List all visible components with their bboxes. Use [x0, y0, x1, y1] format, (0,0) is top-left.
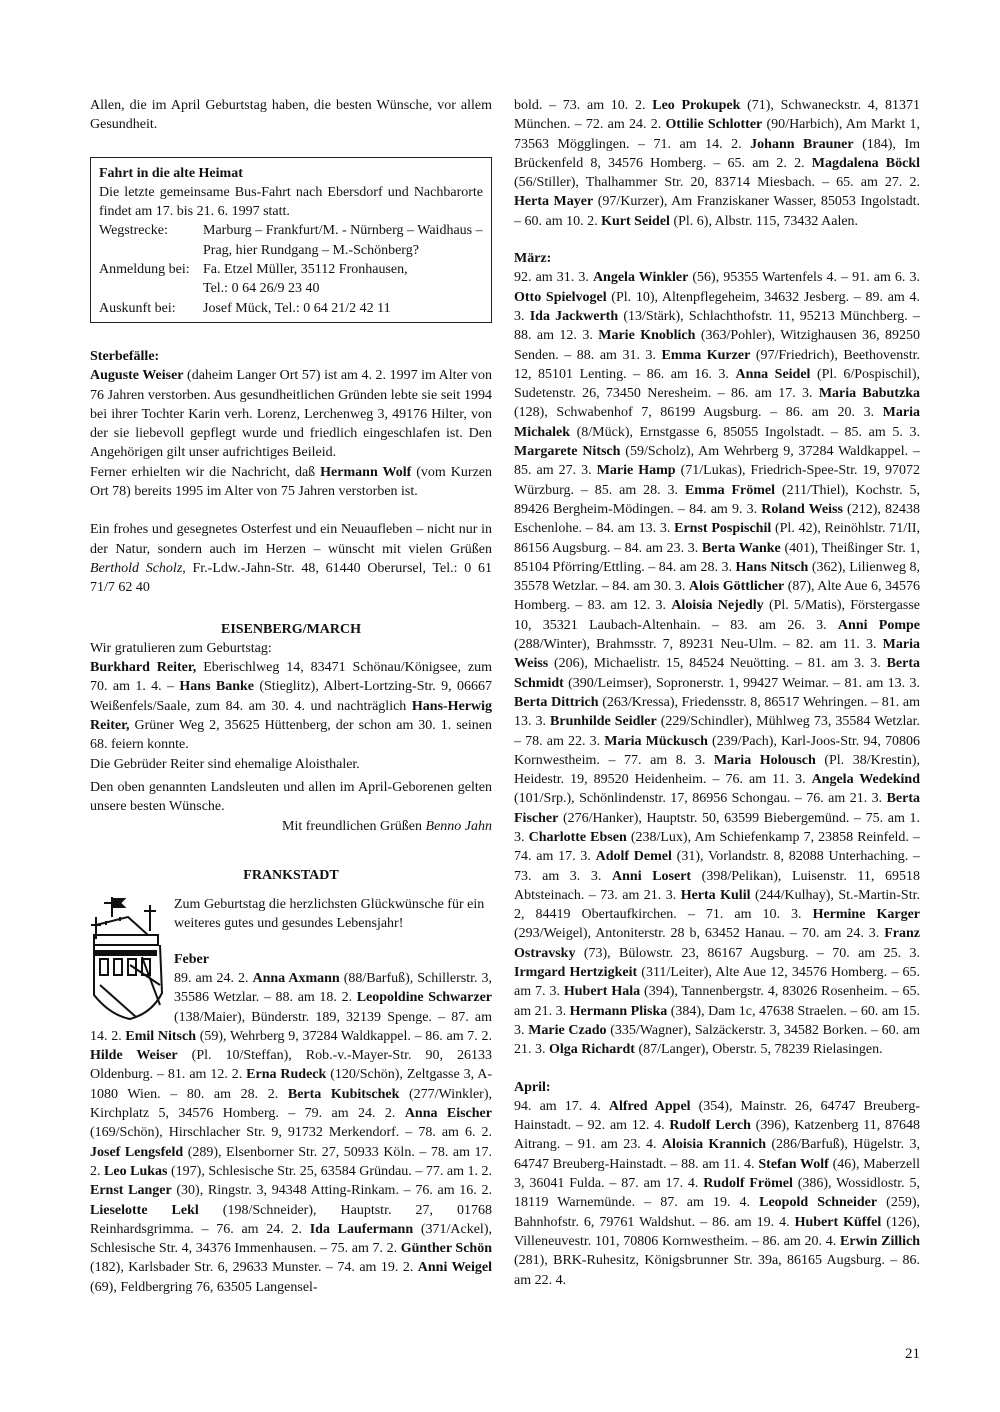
person-name: Hans-Herwig Reiter, [90, 698, 492, 734]
person-name: Hans Nitsch [735, 559, 809, 575]
person-name: Leo Prokupek [652, 98, 741, 113]
route-row [99, 221, 483, 260]
person-name: Charlotte Ebsen [528, 829, 627, 845]
person-name: Roland Weiss [761, 501, 843, 517]
person-name: Lieselotte Lekl [90, 1202, 199, 1218]
person-name: Hubert Hala [563, 984, 641, 1000]
person-name: Angela Wedekind [811, 772, 920, 788]
person-name: Otto Spielvogel [514, 289, 607, 305]
person-name: Alois Göttlicher [688, 579, 785, 595]
person-name: Emma Frömel [684, 482, 776, 498]
person-name: Anna Seidel [735, 366, 811, 382]
person-name: Irmgard Hertzigkeit [514, 965, 638, 981]
person-name: Aloisia Nejedly [671, 598, 764, 614]
easter-greeting [90, 520, 492, 597]
person-name: Marie Czado [528, 1022, 607, 1038]
closing-name: Benno Jahn [425, 818, 492, 834]
person-name: Berta Kubitschek [287, 1086, 400, 1102]
registration-phone: Tel.: 0 64 26/9 23 40 [203, 281, 320, 297]
person-name: Angela Winkler [592, 270, 689, 286]
person-name: Emma Kurzer [661, 347, 751, 363]
death-notice-2 [90, 463, 492, 502]
feber-birthday-list: 89. am 24. 2. Anna Axmann (88/Barfuß), Schillerstr. 3, 35586 Wetzlar. – 88. am 18. 2. Leopoldine Schwarzer (138/Maier), Bünderstr. 189, 32139 Spenge. – 87. am 14. 2. Emil Nitsch (59), Wehrberg 9, 37284 Waldkappel. – 86. am 7. 2. Hilde Weiser (Pl. 10/Steffan), Rob.-v.-Mayer-Str. 90, 26133 Oldenburg. – 81. am 12. 2. Erna Rudeck (120/Schön), Zeltgasse 3, A-1080 Wien. – 80. am 28. 2. Berta Kubitschek (277/Winkler), Kirchplatz 5, 34576 Homberg. – 79. am 24. 2. Anna Eischer (169/Schön), Hirschlacher Str. 9, 91732 Merkendorf. – 78. am 6. 2. Josef Lengsfeld (289), Elsenborner Str. 27, 50933 Köln. – 78. am 17. 2. Leo Lukas (197), Schlesische Str. 25, 63584 Gründau. – 77. am 1. 2. Ernst Langer (30), Ringstr. 3, 94348 Atting-Rinkam. – 76. am 16. 2. Lieselotte Lekl (198/Schneider), Hauptstr. 27, 01768 Reinhardsgrimma. – 76. am 24. 2. Ida Laufermann (371/Ackel), Schlesische Str. 4, 34376 Immenhausen. – 75. am 7. 2. Günther Schön (182), Karlsbader Str. 6, 29633 Munster. – 74. am 19. 2. Anni Weigel (69), Feldbergring 76, 63505 Langensel- [90, 970, 493, 1295]
person-name: Anna Eischer [404, 1106, 492, 1122]
person-name: Berta Dittrich [514, 694, 599, 710]
person-name: Berta Schmidt [514, 656, 920, 691]
frankstadt-heading: FRANKSTADT [243, 867, 339, 883]
person-name: Ernst Pospischil [674, 521, 772, 537]
frankstadt-wish: Zum Geburtstag die herzlichsten Glückwünsche für ein weiteres gutes und gesundes Lebensjahr! [174, 897, 485, 932]
person-name: Maria Michalek [514, 405, 920, 440]
person-name: Emil Nitsch [125, 1028, 196, 1044]
person-name: Alfred Appel [608, 1098, 691, 1114]
closing-text: Mit freundlichen Grüßen [282, 818, 426, 834]
person-name: Ottilie Schlotter [665, 117, 763, 133]
person-name: Maria Mückusch [604, 733, 708, 749]
person-name: Brunhilde Seidler [550, 714, 657, 730]
person-name: Magdalena Böckl [811, 155, 920, 171]
person-name: Hermine Karger [812, 907, 920, 923]
left-column [90, 96, 492, 1297]
registration-address: Fa. Etzel Müller, 35112 Fronhausen, [203, 262, 408, 278]
person-text: Eberischlweg 14, 83471 Schönau/Königsee, zum 70. am 1. 4. – [90, 660, 492, 695]
person-name: Maria Babutzka [818, 386, 921, 402]
info-label: Auskunft bei: [99, 300, 176, 316]
person-name: Franz Ostravsky [514, 926, 920, 961]
deaths-heading: Sterbefälle: [90, 348, 160, 364]
eisenberg-intro: Wir gratulieren zum Geburtstag: [90, 640, 272, 656]
march-birthday-list: 92. am 31. 3. Angela Winkler (56), 95355 Wartenfels 4. – 91. am 6. 3. Otto Spielvogel (Pl. 10), Altenpflegeheim, 34632 Jesberg. – 89. am 4. 3. Ida Jackwerth (13/Stärk), Schlachthofstr. 11, 95213 Münchberg. – 88. am 12. 3. Marie Knoblich (363/Pohler), Witzighausen 36, 89250 Senden. – 88. am 31. 3. Emma Kurzer (97/Friedrich), Beethovenstr. 12, 85101 Lenting. – 86. am 16. 3. Anna Seidel (Pl. 6/Pospischil), Sudetenstr. 26, 73450 Neresheim. – 86. am 17. 3. Maria Babutzka (128), Schwabenhof 7, 86199 Augsburg. – 86. am 20. 3. Maria Michalek (8/Mück), Ernstgasse 6, 85055 Ingolstadt. – 85. am 5. 3. Margarete Nitsch (59/Scholz), Am Wehrberg 9, 37284 Waldkappel. – 85. am 27. 3. Marie Hamp (71/Lukas), Friedrich-Spee-Str. 19, 97072 Würzburg. – 85. am 28. 3. Emma Frömel (211/Thiel), Kochstr. 5, 89426 Bergheim-Mödingen. – 84. am 9. 3. Roland Weiss (212), 82438 Eschenlohe. – 84. am 13. 3. Ernst Pospischil (Pl. 42), Reinöhlstr. 71/II, 86156 Augsburg. – 84. am 23. 3. Berta Wanke (401), Theißinger Str. 1, 85104 Pförring/Ettling. – 84. am 28. 3. Hans Nitsch (362), Lilienweg 8, 35578 Wetzlar. – 84. am 30. 3. Alois Göttlicher (87), Alte Aue 6, 34576 Homberg. – 83. am 12. 3. Aloisia Nejedly (Pl. 5/Matis), Förstergasse 10, 35321 Laubach-Altenhain. – 83. am 26. 3. Anni Pompe (288/Winter), Brahmsstr. 7, 89231 Neu-Ulm. – 82. am 11. 3. Maria Weiss (206), Michaelistr. 15, 84524 Neuötting. – 81. am 3. 3. Berta Schmidt (390/Leimser), Sopronerstr. 1, 99427 Weimar. – 81. am 13. 3. Berta Dittrich (263/Kressa), Friedensstr. 8, 86517 Wehringen. – 81. am 13. 3. Brunhilde Seidler (229/Schindler), Mühlweg 73, 35584 Wetzlar. – 78. am 22. 3. Maria Mückusch (239/Pach), Karl-Joos-Str. 94, 70806 Kornwestheim. – 77. am 8. 3. Maria Holousch (Pl. 38/Krestin), Heidestr. 19, 89520 Heidenheim. – 76. am 11. 3. Angela Wedekind (101/Srp.), Schönlindenstr. 17, 86956 Schongau. – 76. am 21. 3. Berta Fischer (276/Hanker), Hauptstr. 50, 63599 Biebergemünd. – 75. am 1. 3. Charlotte Ebsen (238/Lux), Am Schiefenkamp 7, 23858 Reinfeld. – 74. am 17. 3. Adolf Demel (31), Vorlandstr. 8, 82088 Unterhaching. – 73. am 3. 3. Anni Losert (398/Pelikan), Luisenstr. 11, 69518 Abtsteinach. – 73. am 21. 3. Herta Kulil (244/Kulhay), St.-Martin-Str. 2, 84419 Obertaufkirchen. – 71. am 10. 3. Hermine Karger (293/Weigel), Antoniterstr. 28 b, 63452 Hanau. – 70. am 24. 3. Franz Ostravsky (73), Bülowstr. 23, 86167 Augsburg. – 70. am 25. 3. Irmgard Hertzigkeit (311/Leiter), Alte Aue 12, 34576 Homberg. – 65. am 7. 3. Hubert Hala (394), Tannenbergstr. 4, 83026 Rosenheim. – 65. am 21. 3. Hermann Pliska (384), Dam 1c, 47638 Straelen. – 60. am 15. 3. Marie Czado (335/Wagner), Salzäckerstr. 3, 34582 Borken. – 60. am 21. 3. Olga Richardt (87/Langer), Oberstr. 5, 78239 Rielasingen. [514, 270, 921, 1058]
person-name: Anni Losert [612, 868, 692, 884]
person-name: Hilde Weiser [90, 1048, 178, 1064]
death-text-1: (daheim Langer Ort 57) ist am 4. 2. 1997 im Alter von 76 Jahren verstorben. Aus gesundheitlichen Gründen lebte sie seit 1994 bei ihrer Tochter Karin verh. Lorenz, Lerchenweg 3, 49176 Hilter, von der sie liebevoll gepflegt wurde und friedlich eingeschlafen ist. Den Angehörigen gilt unser aufrichtiges Beileid. [90, 368, 492, 461]
person-name: Anni Pompe [837, 617, 920, 633]
person-name: Aloisia Krannich [661, 1137, 766, 1153]
frankstadt-crest [90, 895, 168, 1023]
person-name: Olga Richardt [549, 1042, 635, 1058]
person-name: Maria Holousch [713, 752, 816, 768]
person-name: Marie Hamp [596, 463, 676, 479]
info-value: Josef Mück, Tel.: 0 64 21/2 42 11 [203, 300, 391, 316]
page-number: 21 [905, 1346, 920, 1362]
eisenberg-closing [90, 817, 492, 836]
person-name: Margarete Nitsch [514, 444, 621, 460]
person-name: Hubert Küffel [794, 1214, 882, 1230]
person-name: Anni Weigel [417, 1260, 492, 1276]
person-name: Kurt Seidel [601, 213, 670, 229]
intro-text: Allen, die im April Geburtstag haben, die besten Wünsche, vor allem Gesundheit. [90, 98, 492, 133]
easter-address: Fr.-Ldw.-Jahn-Str. 48, 61440 Oberursel, Tel.: 0 61 71/7 62 40 [90, 560, 492, 596]
registration-label: Anmeldung bei: [99, 262, 190, 278]
easter-text: Ein frohes und gesegnetes Osterfest und ein Neuaufleben – nicht nur in der Natur, sondern auch im Herzen – wünscht mit vielen Grüßen [90, 522, 492, 557]
info-row [99, 299, 483, 318]
person-text: Grüner Weg 2, 35625 Hüttenberg, der schon am 30. 1. seinen 68. feiern konnte. [90, 718, 492, 753]
person-name: Ida Laufermann [309, 1221, 414, 1237]
death-text-2b: (vom Kurzen Ort 78) bereits 1995 im Alter von 75 Jahren verstorben ist. [90, 464, 492, 500]
trip-box [90, 157, 492, 323]
person-name: Rudolf Frömel [703, 1176, 793, 1192]
eisenberg-wishes: Den oben genannten Landsleuten und allen im April-Geborenen gelten unsere besten Wünsche. [90, 779, 492, 815]
person-name: Hans Banke [179, 679, 254, 695]
person-name: Berta Wanke [701, 540, 781, 556]
person-name: Burkhard Reiter, [90, 660, 197, 676]
eisenberg-heading: EISENBERG/MARCH [220, 621, 362, 637]
death-notice-1 [90, 366, 492, 462]
march-heading: März: [514, 251, 552, 267]
eisenberg-note: Die Gebrüder Reiter sind ehemalige Aloisthaler. [90, 756, 360, 772]
person-name: Johann Brauner [750, 136, 854, 152]
person-name: Erwin Zillich [840, 1233, 921, 1249]
deceased-name-2: Hermann Wolf [320, 464, 412, 480]
april-birthday-list: 94. am 17. 4. Alfred Appel (354), Mainstr. 26, 64747 Breuberg-Hainstadt. – 92. am 12. 4. Rudolf Lerch (396), Katzenberg 11, 87648 Aitrang. – 91. am 23. 4. Aloisia Krannich (286/Barfuß), Hügelstr. 3, 64747 Breuberg-Hainstadt. – 88. am 11. 4. Stefan Wolf (46), Maberzell 3, 36041 Fulda. – 87. am 17. 4. Rudolf Frömel (386), Wossidlostr. 5, 18119 Warnemünde. – 87. am 19. 4. Leopold Schneider (259), Bahnhofstr. 6, 79761 Waldshut. – 86. am 19. 4. Hubert Küffel (126), Villeneuvestr. 101, 70806 Kornwestheim. – 86. am 20. 4. Erwin Zillich (281), BRK-Ruhesitz, Königsbrunner Str. 39a, 86165 Augsburg. – 86. am 22. 4. [514, 1098, 921, 1288]
castle-emblem-icon [90, 895, 168, 1023]
person-name: Herta Kulil [680, 887, 751, 903]
route-value: Marburg – Frankfurt/M. - Nürnberg – Waidhaus – Prag, hier Rundgang – M.-Schönberg? [203, 223, 483, 258]
person-name: Josef Lengsfeld [90, 1144, 184, 1160]
right-column [514, 96, 920, 1290]
route-label: Wegstrecke: [99, 223, 168, 239]
trip-title: Fahrt in die alte Heimat [99, 165, 243, 181]
person-name: Leopold Schneider [759, 1195, 878, 1211]
trip-text: Die letzte gemeinsame Bus-Fahrt nach Ebersdorf und Nachbarorte findet am 17. bis 21. 6. 1997 statt. [99, 184, 483, 220]
death-text-2a: Ferner erhielten wir die Nachricht, daß [90, 464, 321, 480]
person-name: Stefan Wolf [758, 1156, 829, 1172]
person-name: Herta Mayer [514, 194, 594, 210]
eisenberg-birthdays [90, 658, 492, 754]
person-name: Erna Rudeck [246, 1067, 327, 1083]
person-name: Leo Lukas [104, 1163, 168, 1179]
person-text: (Stieglitz), Albert-Lortzing-Str. 9, 06667 Weißenfels/Saale, zum 84. am 30. 4. und nachträglich [90, 679, 493, 714]
easter-signature: Berthold Scholz, [90, 560, 186, 576]
person-name: Marie Knoblich [598, 328, 696, 344]
person-name: Ernst Langer [90, 1183, 172, 1199]
deceased-name-1: Auguste Weiser [90, 368, 184, 384]
feber-heading: Feber [174, 951, 209, 967]
person-name: Leopoldine Schwarzer [356, 990, 492, 1006]
feber-birthday-list-continued: bold. – 73. am 10. 2. Leo Prokupek (71), Schwaneckstr. 4, 81371 München. – 72. am 24. 2. Ottilie Schlotter (90/Harbich), Am Markt 1, 73563 Mögglingen. – 71. am 14. 2. Johann Brauner (184), Im Brückenfeld 8, 34576 Homberg. – 65. am 2. 2. Magdalena Böckl (56/Stiller), Thalhammer Str. 20, 83714 Miesbach. – 65. am 27. 2. Herta Mayer (97/Kurzer), Am Franziskaner Wasser, 85053 Ingolstadt. – 60. am 10. 2. Kurt Seidel (Pl. 6), Albstr. 115, 73432 Aalen. [514, 98, 921, 229]
person-name: Adolf Demel [595, 849, 672, 865]
person-name: Berta Fischer [514, 791, 920, 826]
april-heading: April: [514, 1079, 551, 1095]
registration-value [203, 260, 483, 299]
registration-row [99, 260, 483, 299]
person-name: Hermann Pliska [569, 1003, 668, 1019]
person-name: Günther Schön [400, 1241, 492, 1257]
person-name: Ida Jackwerth [529, 308, 619, 324]
person-name: Maria Weiss [514, 637, 920, 672]
person-name: Rudolf Lerch [669, 1118, 751, 1134]
person-name: Anna Axmann [252, 970, 340, 986]
